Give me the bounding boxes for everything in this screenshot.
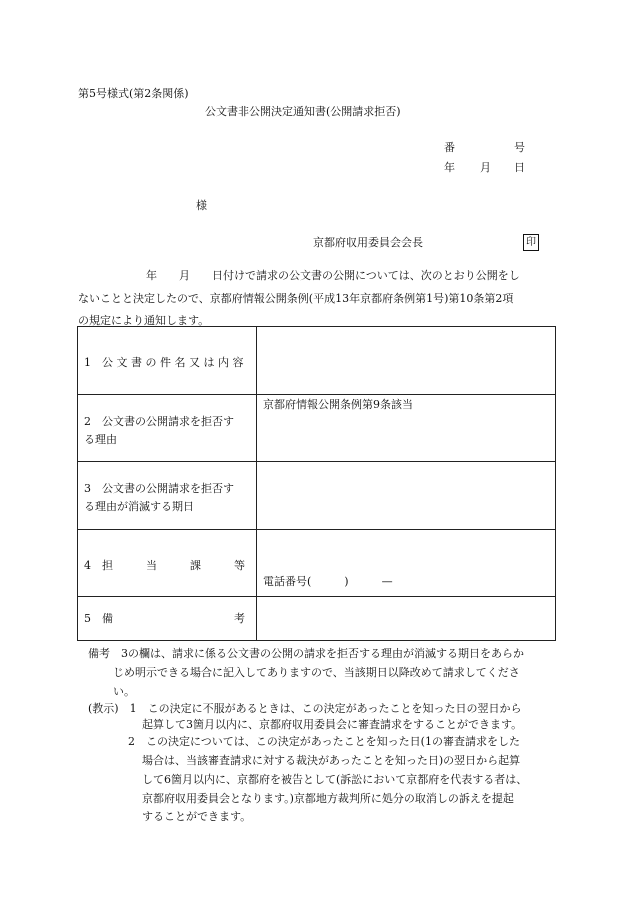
date-day-label: 日 (514, 161, 525, 174)
row-reason-label-line-1: 2 公文書の公開請求を拒否す (84, 415, 234, 428)
row-department-label-cell (78, 530, 257, 597)
row-expiry-label-line-2: る理由が消滅する期日 (84, 500, 194, 513)
row-subject-label-cell (78, 327, 257, 395)
document-title: 公文書非公開決定通知書(公開請求拒否) (205, 105, 401, 118)
row-remarks-label: 5 備 考 (84, 612, 245, 625)
row-department-value-cell (257, 530, 556, 597)
instruction-line-5: して6箇月以内に、京都府を被告として(訴訟において京都府を代表する者は、 (142, 773, 528, 786)
details-table (77, 326, 556, 641)
seal-mark: 印 (523, 234, 539, 251)
row-reason-label-line-2: る理由 (84, 433, 117, 446)
row-expiry-value-cell (257, 462, 556, 530)
table-row-department (78, 530, 556, 597)
instruction-line-6: 京都府収用委員会となります。)京都地方裁判所に処分の取消しの訴えを提起 (142, 792, 514, 805)
addressee-honorific: 様 (196, 199, 207, 212)
instruction-line-4: 場合は、当該審査請求に対する裁決があったことを知った日)の翌日から起算 (142, 754, 521, 767)
instruction-line-7: することができます。 (142, 810, 252, 823)
date-year-label: 年 (444, 161, 455, 174)
table-row-reason (78, 395, 556, 462)
reference-number-suffix: 号 (514, 141, 525, 154)
row-department-label: 4 担 当 課 等 (84, 559, 245, 572)
notice-body-line-3: の規定により通知します。 (78, 314, 210, 327)
table-row-expiry (78, 462, 556, 530)
row-subject-label: 1 公 文 書 の 件 名 又 は 内 容 (84, 356, 244, 369)
row-remarks-value-cell (257, 597, 556, 641)
remarks-note-line-1: 備考 3の欄は、請求に係る公文書の公開の請求を拒否する理由が消滅する期日をあらか (88, 647, 524, 660)
row-reason-label-cell (78, 395, 257, 462)
phone-number-field: 電話番号( ) — (263, 575, 393, 588)
form-number: 第5号様式(第2条関係) (78, 87, 189, 100)
row-remarks-label-cell (78, 597, 257, 641)
row-expiry-label-line-1: 3 公文書の公開請求を拒否す (84, 482, 234, 495)
date-month-label: 月 (480, 161, 491, 174)
row-reason-value: 京都府情報公開条例第9条該当 (263, 398, 413, 411)
instruction-line-2: 起算して3箇月以内に、京都府収用委員会に審査請求をすることができます。 (142, 718, 523, 731)
table-row-remarks (78, 597, 556, 641)
row-reason-value-cell (257, 395, 556, 462)
notice-body-line-1: 年 月 日付けで請求の公文書の公開については、次のとおり公開をし (146, 269, 520, 282)
instruction-line-3: 2 この決定については、この決定があったことを知った日(1の審査請求をした (128, 735, 520, 748)
issuer-name: 京都府収用委員会会長 (313, 236, 423, 249)
remarks-note-line-2: じめ明示できる場合に記入してありますので、当該期日以降改めて請求してくださ (113, 666, 520, 679)
reference-number-label: 番 (444, 141, 455, 154)
remarks-note-line-3: い。 (113, 685, 135, 698)
table-row-subject (78, 327, 556, 395)
instruction-line-1: (教示) 1 この決定に不服があるときは、この決定があったことを知った日の翌日から (88, 702, 522, 715)
notice-body-line-2: ないことと決定したので、京都府情報公開条例(平成13年京都府条例第1号)第10条第2項 (78, 292, 514, 305)
row-subject-value-cell (257, 327, 556, 395)
row-expiry-label-cell (78, 462, 257, 530)
